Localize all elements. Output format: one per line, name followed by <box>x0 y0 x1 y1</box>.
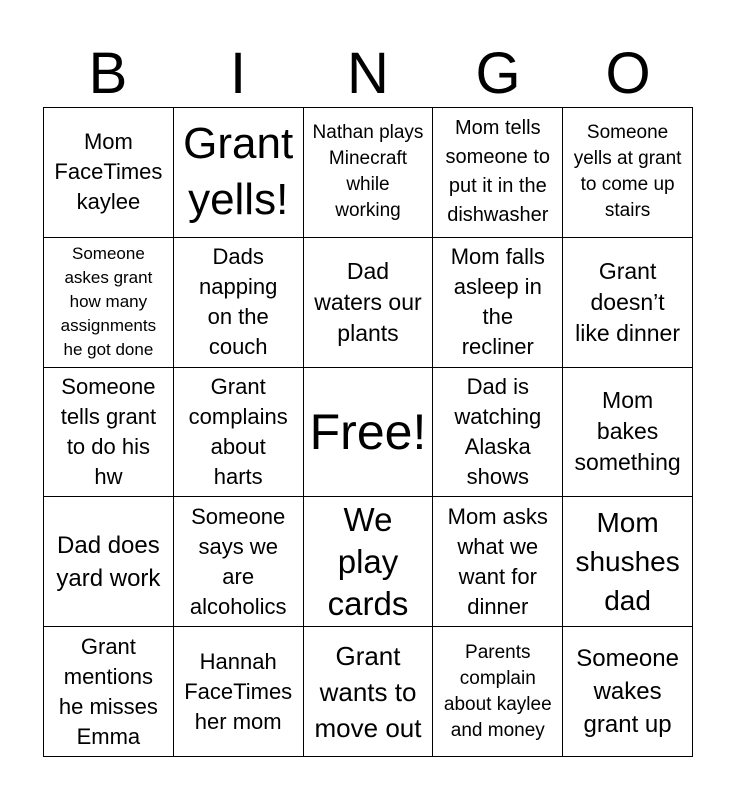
bingo-cell-r4c2[interactable] <box>174 497 304 627</box>
bingo-cell-r2c5[interactable] <box>563 238 693 368</box>
bingo-cell-r4c5[interactable] <box>563 497 693 627</box>
header-letter-g: G <box>475 41 521 106</box>
bingo-cell-r1c2[interactable] <box>174 108 304 238</box>
bingo-cell-r5c1[interactable] <box>44 627 174 757</box>
cell-label: Mom bakes something <box>574 387 681 476</box>
cell-label: Grant yells! <box>183 119 294 225</box>
bingo-cell-r1c4[interactable] <box>433 108 563 238</box>
bingo-cell-r5c5[interactable] <box>563 627 693 757</box>
cell-label: Grant wants to move out <box>314 640 422 743</box>
bingo-cell-r4c4[interactable] <box>433 497 563 627</box>
bingo-cell-r5c3[interactable] <box>304 627 434 757</box>
bingo-cell-r2c3[interactable] <box>304 238 434 368</box>
header-letter-n: N <box>347 41 389 106</box>
cell-label: Nathan plays Minecraft while working <box>312 122 424 222</box>
bingo-cell-r4c1[interactable] <box>44 497 174 627</box>
bingo-cell-r3c2[interactable] <box>174 368 304 498</box>
bingo-board <box>43 107 693 757</box>
cell-label: Hannah FaceTimes her mom <box>184 648 293 734</box>
cell-label: Someone askes grant how many assignments he got done <box>60 244 157 360</box>
cell-label: Dads napping on the couch <box>199 244 278 360</box>
bingo-cell-r2c4[interactable] <box>433 238 563 368</box>
bingo-cell-r1c1[interactable] <box>44 108 174 238</box>
bingo-cell-r1c3[interactable] <box>304 108 434 238</box>
cell-label: Someone wakes grant up <box>576 645 679 739</box>
bingo-cell-r2c1[interactable] <box>44 238 174 368</box>
cell-label: Mom asks what we want for dinner <box>447 503 548 619</box>
cell-label: Free! <box>309 403 427 460</box>
bingo-cell-r2c2[interactable] <box>174 238 304 368</box>
cell-label: Grant doesn’t like dinner <box>575 257 681 346</box>
cell-label: Mom tells someone to put it in the dishwasher <box>445 117 551 227</box>
bingo-cell-r5c4[interactable] <box>433 627 563 757</box>
bingo-cell-r3c5[interactable] <box>563 368 693 498</box>
cell-label: Mom FaceTimes kaylee <box>54 129 163 215</box>
cell-label: Grant mentions he misses Emma <box>58 633 158 749</box>
bingo-header <box>43 40 693 108</box>
cell-label: Mom falls asleep in the recliner <box>450 244 545 360</box>
cell-label: Parents complain about kaylee and money <box>443 641 552 741</box>
bingo-cell-r4c3[interactable] <box>304 497 434 627</box>
bingo-cell-r1c5[interactable] <box>563 108 693 238</box>
bingo-cell-r5c2[interactable] <box>174 627 304 757</box>
cell-label: Someone says we are alcoholics <box>189 503 287 619</box>
cell-label: Someone yells at grant to come up stairs <box>573 122 682 222</box>
header-letter-b: B <box>88 41 128 106</box>
cell-label: Mom shushes dad <box>575 507 680 617</box>
bingo-cell-r3c1[interactable] <box>44 368 174 498</box>
bingo-cell-r3c3[interactable] <box>304 368 434 498</box>
cell-label: We play cards <box>327 500 409 622</box>
cell-label: Grant complains about harts <box>188 373 288 489</box>
cell-label: Someone tells grant to do his hw <box>60 373 157 489</box>
header-letter-i: I <box>229 41 247 106</box>
header-letter-o: O <box>605 41 651 106</box>
cell-label: Dad does yard work <box>56 531 161 592</box>
cell-label: Dad is watching Alaska shows <box>454 373 542 489</box>
bingo-cell-r3c4[interactable] <box>433 368 563 498</box>
cell-label: Dad waters our plants <box>314 257 422 346</box>
